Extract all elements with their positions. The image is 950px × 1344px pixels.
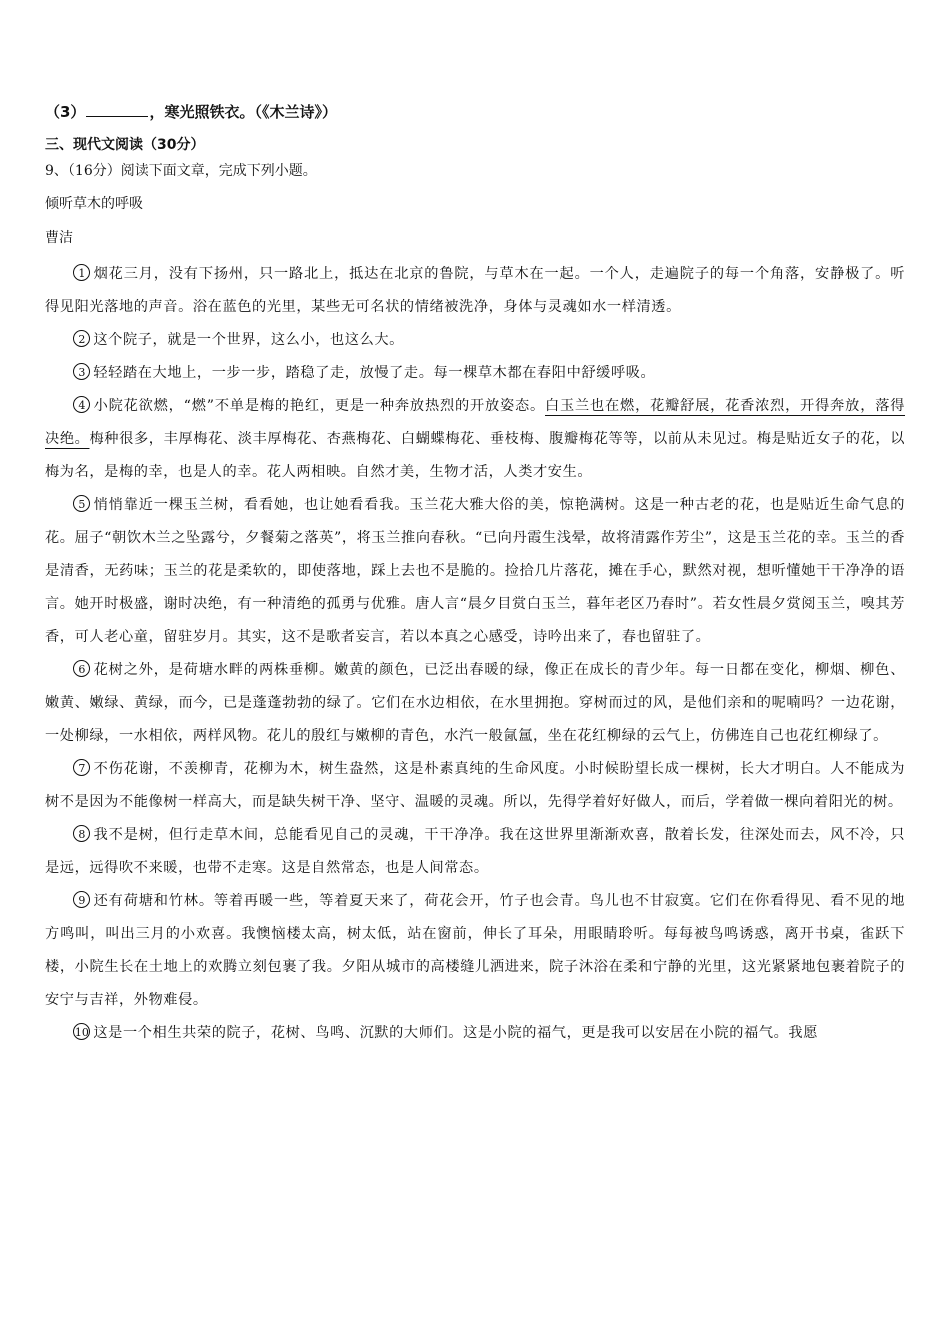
paragraph xyxy=(45,390,905,489)
paragraph xyxy=(45,819,905,885)
article-author: 曹洁 xyxy=(45,230,73,246)
question-3-text: ，寒光照铁衣。（《木兰诗》） xyxy=(149,103,337,121)
article-body xyxy=(45,258,905,1050)
paragraph xyxy=(45,885,905,1017)
paragraph-number: 9 xyxy=(73,891,90,908)
paragraph xyxy=(45,357,905,390)
paragraph-number: 1 xyxy=(73,264,90,281)
paragraph xyxy=(45,258,905,324)
section-heading: 三、现代文阅读（30分） xyxy=(45,137,205,153)
paragraph xyxy=(45,753,905,819)
paragraph-text: 还有荷塘和竹林。等着再暖一些，等着夏天来了，荷花会开，竹子也会青。鸟儿也不甘寂寞。它们在你看得见、看不见的地方鸣叫，叫出三月的小欢喜。我懊恼楼太高，树太低，站在窗前，伸长了耳朵，用眼睛聆听。每每被鸟鸣诱惑，离开书桌，雀跃下楼，小院生长在土地上的欢腾立刻包裹了我。夕阳从城市的高楼缝儿洒进来，院子沐浴在柔和宁静的光里，这光紧紧地包裹着院子的安宁与吉祥，外物难侵。 xyxy=(45,893,905,1008)
paragraph-number: 10 xyxy=(73,1023,90,1040)
answer-blank xyxy=(86,102,148,117)
paragraph-text: 花树之外，是荷塘水畔的两株垂柳。嫩黄的颜色，已泛出春暖的绿，像正在成长的青少年。每一日都在变化，柳烟、柳色、嫩黄、嫩绿、黄绿，而今，已是蓬蓬勃勃的绿了。它们在水边相依，在水里拥抱。穿树而过的风，是他们亲和的呢喃吗？一边花谢，一处柳绿，一水相依，两样风物。花儿的殷红与嫩柳的青色，水汽一般氤氲，坐在花红柳绿的云气上，仿佛连自己也花红柳绿了。 xyxy=(45,662,905,744)
question-9-instruction: 9、（16分）阅读下面文章，完成下列小题。 xyxy=(45,163,317,179)
paragraph-number: 6 xyxy=(73,660,90,677)
paragraph-text: 梅种很多，丰厚梅花、淡丰厚梅花、杏燕梅花、白蝴蝶梅花、垂枝梅、腹瓣梅花等等，以前从未见过。梅是贴近女子的花，以梅为名，是梅的幸，也是人的幸。花人两相映。自然才美，生物才活，人类才安生。 xyxy=(45,431,905,480)
paragraph-text: 轻轻踏在大地上，一步一步，踏稳了走，放慢了走。每一棵草木都在春阳中舒缓呼吸。 xyxy=(93,365,656,381)
paragraph-text: 烟花三月，没有下扬州，只一路北上，抵达在北京的鲁院，与草木在一起。一个人，走遍院子的每一个角落，安静极了。听得见阳光落地的声音。浴在蓝色的光里，某些无可名状的情绪被洗净，身体与灵魂如水一样清透。 xyxy=(45,266,905,315)
paragraph-number: 3 xyxy=(73,363,90,380)
paragraph xyxy=(45,1017,905,1050)
paragraph-number: 2 xyxy=(73,330,90,347)
question-3-prefix: （3） xyxy=(45,103,86,121)
paragraph xyxy=(45,654,905,753)
paragraph-text: 我不是树，但行走草木间，总能看见自己的灵魂，干干净净。我在这世界里渐渐欢喜，散着长发，往深处而去，风不冷，只是远，远得吹不来暖，也带不走寒。这是自然常态，也是人间常态。 xyxy=(45,827,905,876)
paragraph-number: 4 xyxy=(73,396,90,413)
underlined-sentence: 白玉兰也在燃，花瓣舒展，花香浓烈，开得奔放，落得决绝。 xyxy=(45,398,906,447)
paragraph-text: 悄悄靠近一棵玉兰树，看看她，也让她看看我。玉兰花大雅大俗的美，惊艳满树。这是一种古老的花，也是贴近生命气息的花。屈子“朝饮木兰之坠露兮，夕餐菊之落英”，将玉兰推向春秋。“已向丹霞生浅晕，故将清露作芳尘”，这是玉兰花的幸。玉兰的香是清香，无药味；玉兰的花是柔软的，即使落地，踩上去也不是脆的。捡拾几片落花，摊在手心，默然对视，想听懂她干干净净的语言。她开时极盛，谢时决绝，有一种清绝的孤勇与优雅。唐人言“晨夕目赏白玉兰，暮年老区乃春时”。若女性晨夕赏阅玉兰，嗅其芳香，可人老心童，留驻岁月。其实，这不是歌者妄言，若以本真之心感受，诗吟出来了，春也留驻了。 xyxy=(45,497,905,645)
paragraph-number: 5 xyxy=(73,495,90,512)
paragraph-text: 小院花欲燃，“燃”不单是梅的艳红，更是一种奔放热烈的开放姿态。 xyxy=(93,398,546,414)
paragraph-number: 8 xyxy=(73,825,90,842)
paragraph-text: 这是一个相生共荣的院子，花树、鸟鸣、沉默的大师们。这是小院的福气，更是我可以安居在小院的福气。我愿 xyxy=(93,1025,818,1041)
paragraph xyxy=(45,324,905,357)
paragraph-text: 不伤花谢，不羡柳青，花柳为木，树生盎然，这是朴素真纯的生命风度。小时候盼望长成一棵树，长大才明白。人不能成为树不是因为不能像树一样高大，而是缺失树干净、坚守、温暖的灵魂。所以，先得学着好好做人，而后，学着做一棵向着阳光的树。 xyxy=(45,761,905,810)
article-title: 倾听草木的呼吸 xyxy=(45,196,143,212)
paragraph-text: 这个院子，就是一个世界，这么小，也这么大。 xyxy=(93,332,404,348)
paragraph-number: 7 xyxy=(73,759,90,776)
question-3-line xyxy=(45,100,337,124)
paragraph xyxy=(45,489,905,654)
